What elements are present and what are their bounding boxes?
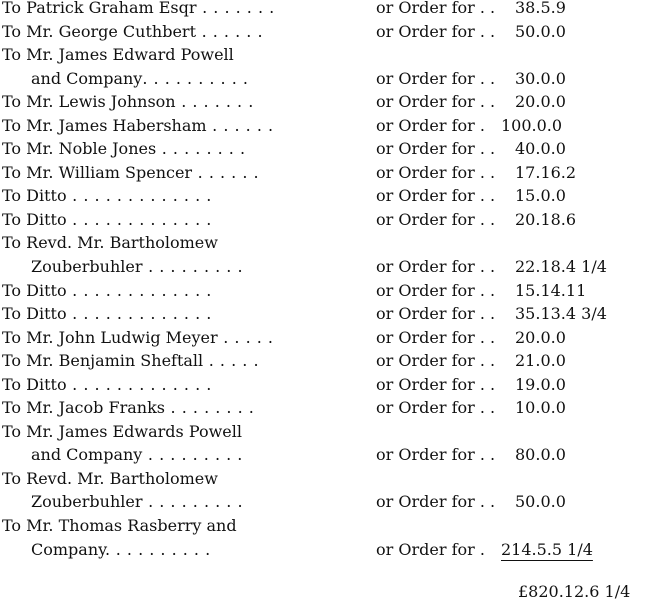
ledger-amount: 30.0.0 xyxy=(515,68,566,88)
ledger-payee xyxy=(31,443,243,467)
ledger-row xyxy=(0,90,663,114)
ledger-payee-text: To Ditto xyxy=(2,280,67,300)
ledger-payee-text: Zouberbuhler xyxy=(31,257,143,277)
ledger-row xyxy=(0,279,663,303)
ledger-dot-leader: . . . . . . . . . . xyxy=(142,68,249,88)
ledger-row xyxy=(0,208,663,232)
ledger-order-label: or Order for . . xyxy=(376,186,496,206)
ledger-dot-leader: . . . . . . xyxy=(206,115,274,135)
ledger-order-label: or Order for . . xyxy=(376,398,496,418)
ledger-payee xyxy=(2,43,234,67)
ledger-dot-leader: . . . . . . xyxy=(196,21,264,41)
ledger-payee-text: To Mr. Jacob Franks xyxy=(2,398,165,418)
ledger-payee-text: Zouberbuhler xyxy=(31,492,143,512)
ledger-row xyxy=(0,0,663,20)
ledger-dot-leader: . . . . . . . . . xyxy=(110,539,211,559)
ledger-amount: 20.0.0 xyxy=(515,92,566,112)
ledger-payee-text: To Patrick Graham Esqr xyxy=(2,0,197,17)
ledger-row xyxy=(0,302,663,326)
ledger-payee-text: To Mr. Thomas Rasberry and xyxy=(2,516,237,536)
ledger-dot-leader: . . . . . . . . . . . . . xyxy=(66,209,212,229)
ledger-payee xyxy=(31,255,243,279)
ledger-order-label: or Order for . . xyxy=(376,139,496,159)
ledger-payee xyxy=(31,67,248,91)
ledger-payee-text: To Ditto xyxy=(2,304,67,324)
ledger-payee-text: To Mr. William Spencer xyxy=(2,162,193,182)
ledger-payee xyxy=(2,514,237,538)
ledger-dot-leader: . . . . . xyxy=(203,351,260,371)
ledger-row xyxy=(0,231,663,255)
ledger-order-label: or Order for . . xyxy=(376,162,496,182)
ledger-row xyxy=(0,326,663,350)
ledger-amount: 38.5.9 xyxy=(515,0,566,17)
ledger-payee xyxy=(31,538,211,562)
ledger-dot-leader: . . . . . xyxy=(217,327,274,347)
ledger-dot-leader: . . . . . . . . . . . . . xyxy=(66,186,212,206)
ledger-payee-text: To Mr. George Cuthbert xyxy=(2,21,196,41)
ledger-payee xyxy=(2,114,274,138)
ledger-dot-leader: . . . . . . . . . . . . . xyxy=(66,304,212,324)
ledger-dot-leader: . . . . . . . . . xyxy=(142,445,243,465)
ledger-amount: 50.0.0 xyxy=(515,21,566,41)
ledger-payee-text: and Company xyxy=(31,445,143,465)
ledger-row xyxy=(0,161,663,185)
ledger-payee-text: and Company xyxy=(31,68,143,88)
ledger-payee xyxy=(31,490,243,514)
ledger-payee-text: To Ditto xyxy=(2,209,67,229)
ledger-amount: 20.0.0 xyxy=(515,327,566,347)
ledger-order-label: or Order for . . xyxy=(376,445,496,465)
ledger-payee xyxy=(2,20,263,44)
ledger-amount: 19.0.0 xyxy=(515,374,566,394)
ledger-row xyxy=(0,184,663,208)
ledger-row xyxy=(0,43,663,67)
ledger-order-label: or Order for . . xyxy=(376,304,496,324)
ledger-order-label: or Order for . . xyxy=(376,374,496,394)
ledger-payee xyxy=(2,396,254,420)
ledger-payee xyxy=(2,184,212,208)
ledger-amount: 17.16.2 xyxy=(515,162,577,182)
ledger-payee-text: To Mr. James Edward Powell xyxy=(2,45,234,65)
ledger-order-label: or Order for . xyxy=(376,539,485,559)
ledger-amount: 22.18.4 1/4 xyxy=(515,257,607,277)
ledger-payee xyxy=(2,90,254,114)
ledger-payee xyxy=(2,161,259,185)
ledger-row xyxy=(0,443,663,467)
ledger-row xyxy=(0,20,663,44)
ledger-row xyxy=(0,67,663,91)
ledger-dot-leader: . . . . . . . . . . . . . xyxy=(66,280,212,300)
ledger-dot-leader: . . . . . . . xyxy=(175,92,254,112)
ledger-payee-text: Company. xyxy=(31,539,111,559)
ledger-payee xyxy=(2,231,218,255)
ledger-order-label: or Order for . . xyxy=(376,327,496,347)
ledger-row xyxy=(0,490,663,514)
ledger-dot-leader: . . . . . . . . . . . . . xyxy=(66,374,212,394)
ledger-dot-leader: . . . . . . . . xyxy=(156,139,246,159)
ledger-order-label: or Order for . xyxy=(376,115,485,135)
ledger-row xyxy=(0,467,663,491)
ledger-order-label: or Order for . . xyxy=(376,92,496,112)
ledger-dot-leader: . . . . . . . . . xyxy=(142,257,244,277)
ledger-payee-text: To Ditto xyxy=(2,374,67,394)
ledger-payee-text: To Mr. James Habersham xyxy=(2,115,207,135)
ledger-payee xyxy=(2,373,212,397)
ledger-order-label: or Order for . . xyxy=(376,280,496,300)
ledger-dot-leader: . . . . . . . . . xyxy=(142,492,244,512)
ledger-payee xyxy=(2,137,246,161)
ledger-dot-leader: . . . . . . xyxy=(192,162,260,182)
ledger-amount: 21.0.0 xyxy=(515,351,566,371)
ledger-amount: 50.0.0 xyxy=(515,492,566,512)
ledger-dot-leader: . . . . . . . xyxy=(196,0,275,17)
ledger-payee-text: To Revd. Mr. Bartholomew xyxy=(2,233,218,253)
ledger-amount: 15.0.0 xyxy=(515,186,566,206)
ledger-order-label: or Order for . . xyxy=(376,209,496,229)
ledger-amount: 214.5.5 1/4 xyxy=(501,539,593,559)
ledger-payee xyxy=(2,279,212,303)
ledger-payee xyxy=(2,420,242,444)
ledger-row xyxy=(0,255,663,279)
ledger-payee xyxy=(2,208,212,232)
ledger-payee xyxy=(2,326,274,350)
ledger-total-amount: £820.12.6 1/4 xyxy=(518,582,631,601)
ledger-amount: 100.0.0 xyxy=(501,115,563,135)
ledger-order-label: or Order for . . xyxy=(376,0,496,17)
ledger-row xyxy=(0,396,663,420)
ledger-order-label: or Order for . . xyxy=(376,68,496,88)
ledger-order-label: or Order for . . xyxy=(376,351,496,371)
ledger-amount: 80.0.0 xyxy=(515,445,566,465)
ledger-payee-text: To Mr. Lewis Johnson xyxy=(2,92,176,112)
ledger-payee xyxy=(2,302,212,326)
ledger-payee-text: To Mr. Noble Jones xyxy=(2,139,157,159)
ledger-amount: 40.0.0 xyxy=(515,139,566,159)
ledger-row xyxy=(0,114,663,138)
ledger-order-label: or Order for . . xyxy=(376,492,496,512)
ledger-order-label: or Order for . . xyxy=(376,257,496,277)
ledger-amount: 15.14.11 xyxy=(515,280,587,300)
ledger-row xyxy=(0,373,663,397)
ledger-payee xyxy=(2,467,218,491)
ledger-row xyxy=(0,538,663,562)
ledger-payee xyxy=(2,349,259,373)
ledger-payee-text: To Mr. John Ludwig Meyer xyxy=(2,327,218,347)
ledger-order-label: or Order for . . xyxy=(376,21,496,41)
ledger-row xyxy=(0,137,663,161)
ledger-dot-leader: . . . . . . . . xyxy=(164,398,255,418)
ledger-amount: 35.13.4 3/4 xyxy=(515,304,607,324)
ledger-total-row xyxy=(0,580,663,604)
ledger-row xyxy=(0,349,663,373)
ledger-row xyxy=(0,420,663,444)
ledger-payee-text: To Mr. Benjamin Sheftall xyxy=(2,351,204,371)
ledger-amount: 20.18.6 xyxy=(515,209,577,229)
ledger-row xyxy=(0,514,663,538)
ledger-payee-text: To Ditto xyxy=(2,186,67,206)
ledger-amount: 10.0.0 xyxy=(515,398,566,418)
ledger-payee-text: To Mr. James Edwards Powell xyxy=(2,421,242,441)
ledger-payee xyxy=(2,0,275,20)
ledger-payee-text: To Revd. Mr. Bartholomew xyxy=(2,468,218,488)
